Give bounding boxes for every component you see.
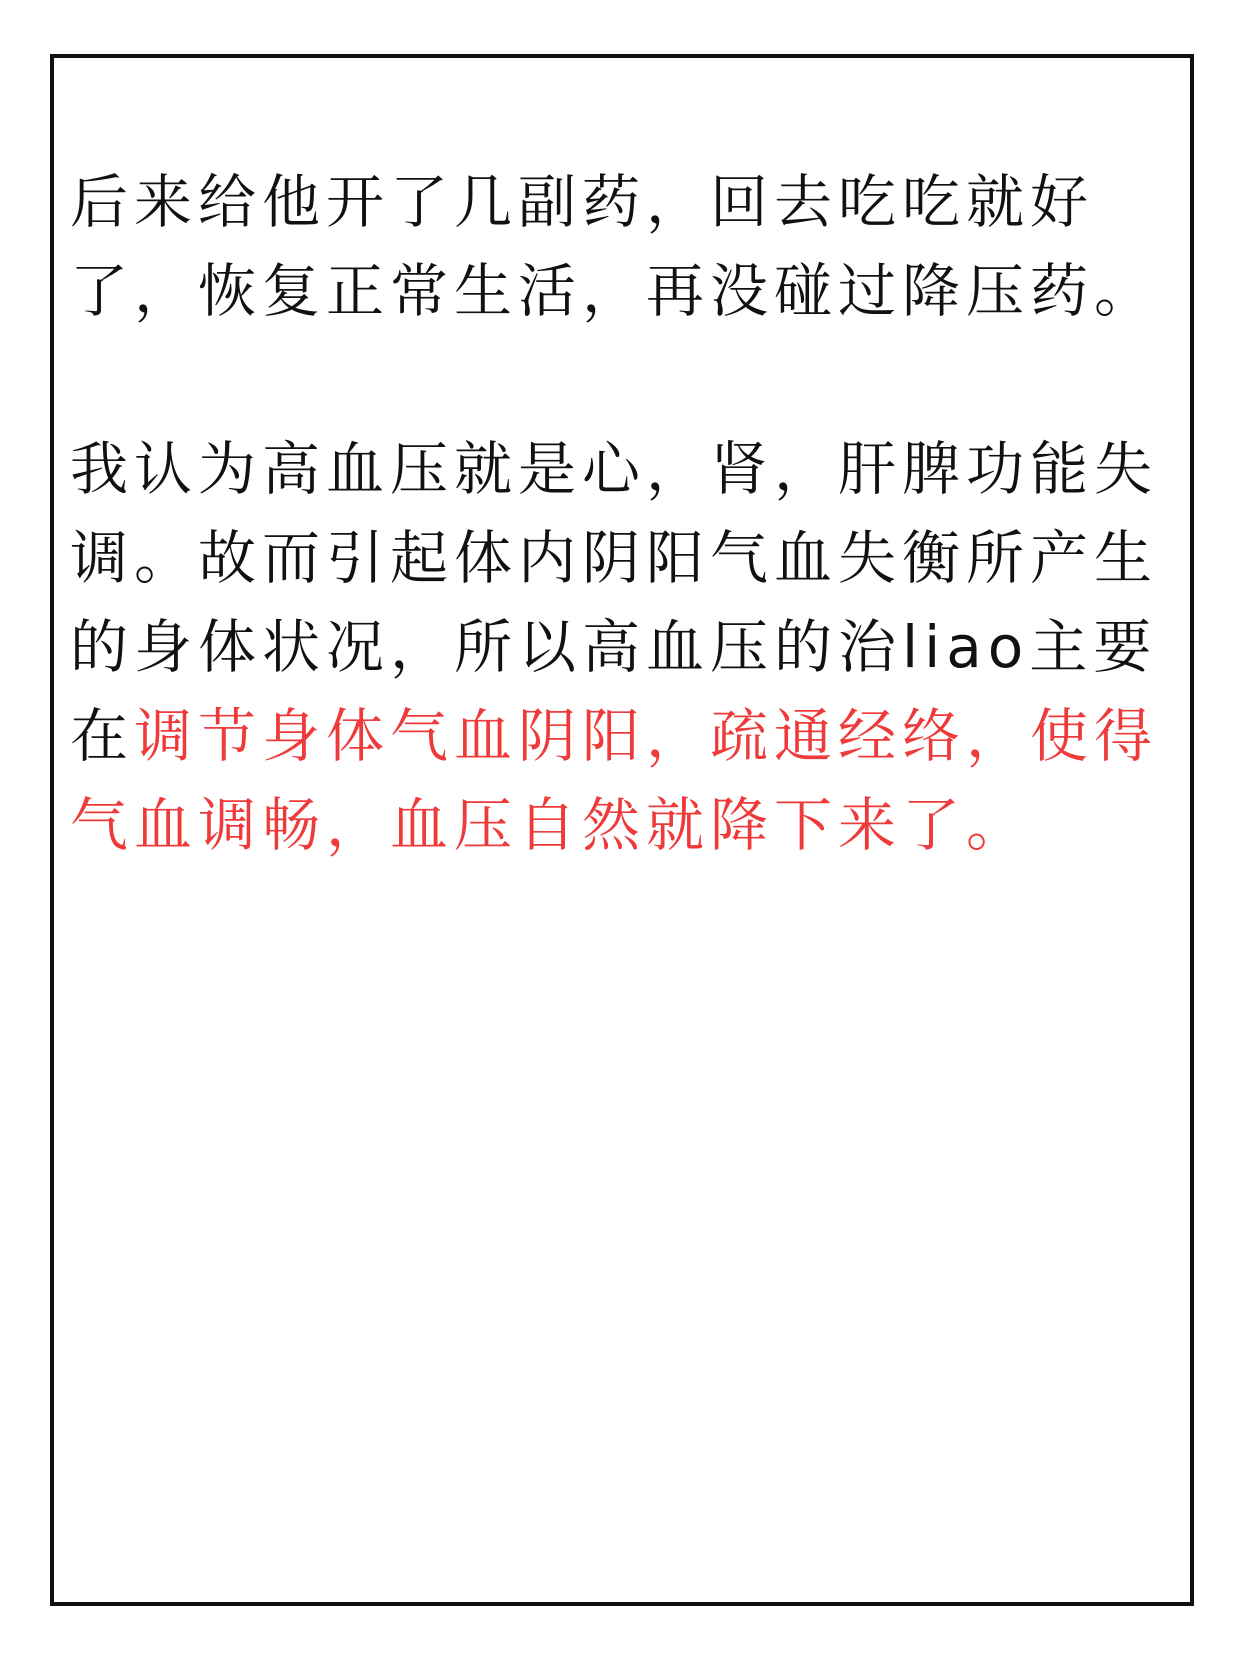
paragraph-1-text: 后来给他开了几副药，回去吃吃就好了，恢复正常生活，再没碰过降压药。: [70, 168, 1159, 325]
paragraph-1: [70, 158, 1180, 336]
page-frame: [50, 54, 1194, 1606]
paragraph-2-highlight: 调节身体气血阴阳，疏通经络，使得气血调畅，血压自然就降下来了。: [70, 702, 1159, 859]
article-body: [70, 158, 1180, 870]
paragraph-2-text: 我认为高血压就是心，肾，肝脾功能失调。故而引起体内阴阳气血失衡所产生的身体状况，所以高血压的治liao主要在: [70, 435, 1159, 770]
paragraph-2: [70, 425, 1180, 870]
